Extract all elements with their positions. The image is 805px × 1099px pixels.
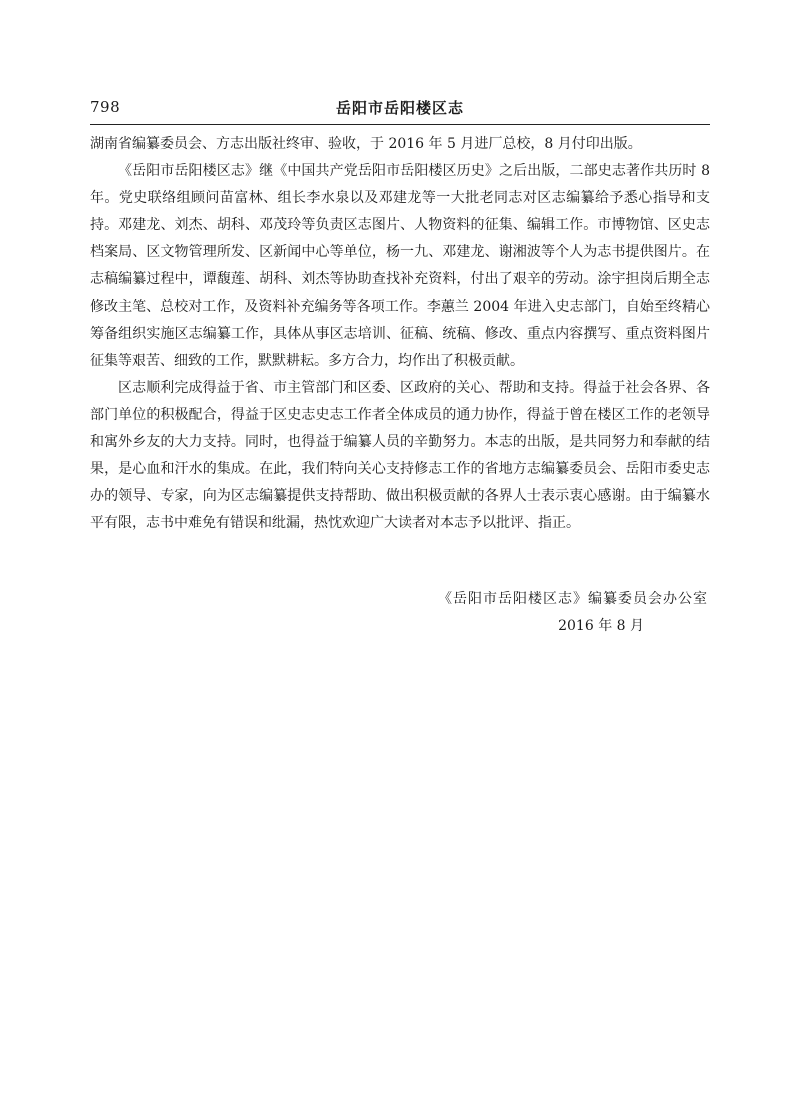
page-number: 798: [90, 98, 121, 116]
signature-block: [90, 586, 710, 640]
header-rule: [90, 124, 710, 125]
signature-organization: 《岳阳市岳阳楼区志》编纂委员会办公室: [438, 591, 708, 607]
page-header: [90, 96, 710, 124]
signature-date: 2016 年 8 月: [558, 618, 644, 634]
body-text: [90, 131, 710, 537]
paragraph-acknowledgement-thanks: 区志顺利完成得益于省、市主管部门和区委、区政府的关心、帮助和支持。得益于社会各界、各部门单位的积极配合，得益于区史志史志工作者全体成员的通力协作，得益于曾在楼区工作的老领导和寓外乡友的大力支持。同时，也得益于编纂人员的辛勤努力。本志的出版，是共同努力和奉献的结果，是心血和汗水的集成。在此，我们特向关心支持修志工作的省地方志编纂委员会、岳阳市委史志办的领导、专家，向为区志编纂提供支持帮助、做出积极贡献的各界人士表示衷心感谢。由于编纂水平有限，志书中难免有错误和纰漏，热忱欢迎广大读者对本志予以批评、指正。: [90, 379, 710, 532]
paragraph-continuation: 湖南省编纂委员会、方志出版社终审、验收，于 2016 年 5 月进厂总校，8 月付印出版。: [90, 136, 642, 152]
paragraph-acknowledgement-contributors: 《岳阳市岳阳楼区志》继《中国共产党岳阳市岳阳楼区历史》之后出版，二部史志著作共历时 8 年。党史联络组顾问苗富林、组长李水泉以及邓建龙等一大批老同志对区志编纂给予悉心指导和支持。邓建龙、刘杰、胡科、邓茂玲等负责区志图片、人物资料的征集、编辑工作。市博物馆、区史志档案局、区文物管理所发、区新闻中心等单位，杨一九、邓建龙、谢湘波等个人为志书提供图片。在志稿编纂过程中，谭馥莲、胡科、刘杰等协助查找补充资料，付出了艰辛的劳动。涂宇担岗后期全志修改主笔、总校对工作，及资料补充编务等各项工作。李蕙兰 2004 年进入史志部门，自始至终精心筹备组织实施区志编纂工作，具体从事区志培训、征稿、统稿、修改、重点内容撰写、重点资料图片征集等艰苦、细致的工作，默默耕耘。多方合力，均作出了积极贡献。: [90, 163, 710, 369]
running-title: 岳阳市岳阳楼区志: [335, 99, 464, 117]
